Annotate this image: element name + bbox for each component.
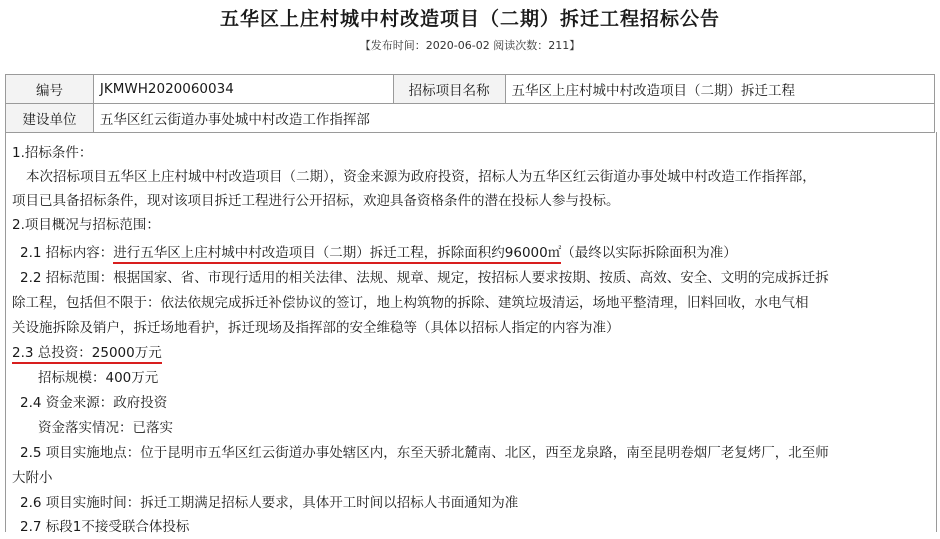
section-2-title: 2.项目概况与招标范围： (12, 217, 160, 233)
section-1-para-line-1: 本次招标项目五华区上庄村城中村改造项目（二期），资金来源为政府投资，招标人为五华区红云街道办事处城中村改造工作指挥部， (26, 169, 816, 185)
item-2-4: 2.4 资金来源：政府投资 (20, 395, 168, 411)
page-title: 五华区上庄村城中村改造项目（二期）拆迁工程招标公告 (219, 8, 720, 30)
item-2-7: 2.7 标段1不接受联合体投标 (20, 519, 190, 535)
item-2-1-highlighted-value: 进行五华区上庄村城中村改造项目（二期）拆迁工程，拆除面积约96000㎡ (113, 245, 561, 264)
tender-scale: 招标规模：400万元 (38, 370, 159, 386)
item-2-2-line-2: 除工程，包括但不限于：依法依规完成拆迁补偿协议的签订，地上构筑物的拆除、建筑垃圾清运，场地平整清理，旧料回收，水电气相 (12, 295, 809, 311)
code-label: 编号 (6, 75, 94, 104)
notice-body (5, 132, 937, 535)
funds-status: 资金落实情况：已落实 (38, 420, 173, 436)
publish-meta: 【发布时间：2020-06-02 阅读次数：211】 (359, 39, 581, 52)
item-2-6: 2.6 项目实施时间：拆迁工期满足招标人要求，具体开工时间以招标人书面通知为准 (20, 495, 519, 511)
section-1-para-line-2: 项目已具备招标条件，现对该项目拆迁工程进行公开招标，欢迎具备资格条件的潜在投标人参与投标。 (12, 193, 620, 209)
info-row-builder (6, 104, 935, 133)
item-2-2-line-3: 关设施拆除及销户，拆迁场地看护，拆迁现场及指挥部的安全维稳等（具体以招标人指定的内容为准） (12, 320, 620, 336)
item-2-2-line-1: 2.2 招标范围：根据国家、省、市现行适用的相关法律、法规、规章、规定，按招标人要求按期、按质、高效、安全、文明的完成拆迁拆 (20, 270, 829, 286)
code-value: JKMWH2020060034 (93, 75, 393, 104)
item-2-1-note: （最终以实际拆除面积为准） (561, 245, 737, 261)
item-2-3-highlighted: 2.3 总投资：25000万元 (12, 345, 162, 364)
project-value: 五华区上庄村城中村改造项目（二期）拆迁工程 (505, 75, 934, 104)
info-row-code (6, 75, 935, 104)
item-2-5-line-2: 大附小 (12, 470, 53, 486)
section-1-title: 1.招标条件： (12, 145, 93, 161)
item-2-3-total-investment (12, 342, 162, 365)
item-2-5-line-1: 2.5 项目实施地点：位于昆明市五华区红云街道办事处辖区内，东至天骄北麓南、北区，西至龙泉路，南至昆明卷烟厂老复烤厂，北至师 (20, 445, 829, 461)
project-label: 招标项目名称 (393, 75, 505, 104)
builder-value: 五华区红云街道办事处城中村改造工作指挥部 (93, 104, 934, 133)
builder-label: 建设单位 (6, 104, 94, 133)
info-table (5, 74, 935, 133)
item-2-1 (20, 242, 737, 265)
item-2-1-label: 2.1 招标内容： (20, 245, 114, 261)
